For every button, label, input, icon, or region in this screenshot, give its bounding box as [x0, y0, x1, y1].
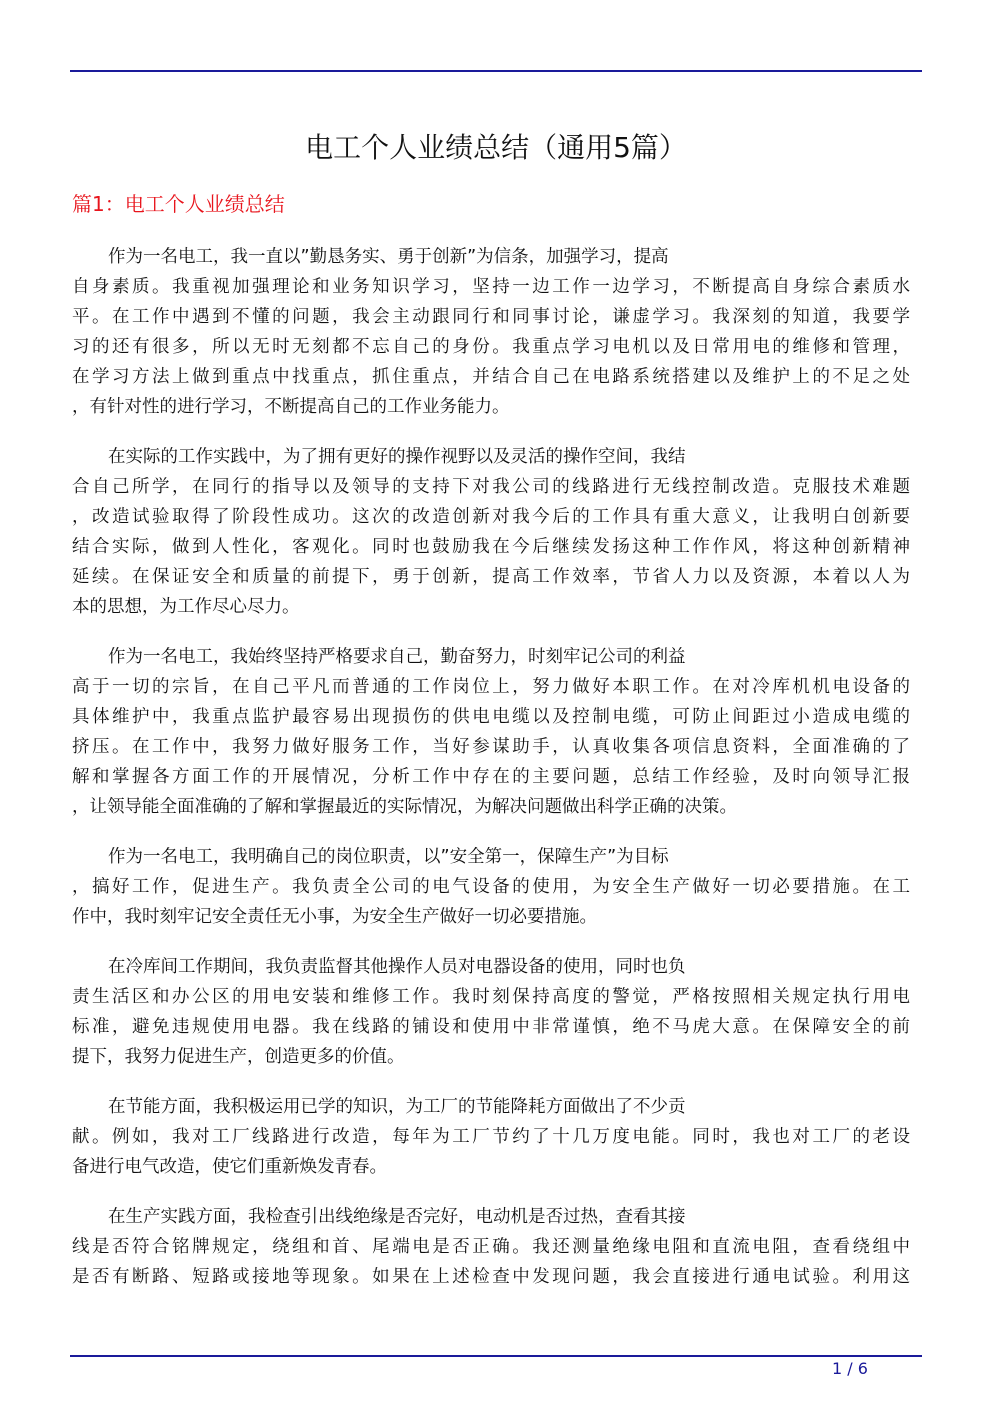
text-line: ，改造试验取得了阶段性成功。这次的改造创新对我今后的工作具有重大意义，让我明白创新要 [72, 507, 910, 527]
text-line: ，搞好工作，促进生产。我负责全公司的电气设备的使用，为安全生产做好一切必要措施。在工 [72, 877, 910, 897]
text-line: ，让领导能全面准确的了解和掌握最近的实际情况，为解决问题做出科学正确的决策。 [72, 797, 737, 817]
text-line: 解和掌握各方面工作的开展情况，分析工作中存在的主要问题，总结工作经验，及时向领导汇报 [72, 767, 910, 787]
text-line: 责生活区和办公区的用电安装和维修工作。我时刻保持高度的警觉，严格按照相关规定执行用电 [72, 987, 910, 1007]
text-line: 习的还有很多，所以无时无刻都不忘自己的身份。我重点学习电机以及日常用电的维修和管理， [72, 337, 910, 357]
text-line: 高于一切的宗旨，在自己平凡而普通的工作岗位上，努力做好本职工作。在对冷库机机电设备的 [72, 677, 910, 697]
text-line: 是否有断路、短路或接地等现象。如果在上述检查中发现问题，我会直接进行通电试验。利用这 [72, 1267, 910, 1287]
text-line: 具体维护中，我重点监护最容易出现损伤的供电电缆以及控制电缆，可防止间距过小造成电缆的 [72, 707, 910, 727]
text-line: 在节能方面，我积极运用已学的知识，为工厂的节能降耗方面做出了不少贡 [108, 1097, 686, 1117]
paragraph [72, 442, 910, 622]
section-heading: 篇1：电工个人业绩总结 [72, 192, 285, 216]
text-line: 在生产实践方面，我检查引出线绝缘是否完好，电动机是否过热，查看其接 [108, 1207, 686, 1227]
text-line: 提下，我努力促进生产，创造更多的价值。 [72, 1047, 405, 1067]
page-number: 1 / 6 [832, 1359, 868, 1378]
text-line: 备进行电气改造，使它们重新焕发青春。 [72, 1157, 387, 1177]
text-line: 结合实际，做到人性化，客观化。同时也鼓励我在今后继续发扬这种工作作风，将这种创新精神 [72, 537, 910, 557]
text-line: 延续。在保证安全和质量的前提下，勇于创新，提高工作效率，节省人力以及资源，本着以人为 [72, 567, 910, 587]
footer-rule [70, 1355, 922, 1357]
text-line: 挤压。在工作中，我努力做好服务工作，当好参谋助手，认真收集各项信息资料，全面准确的了 [72, 737, 910, 757]
document-title: 电工个人业绩总结（通用5篇） [305, 131, 687, 164]
paragraph [72, 242, 910, 422]
document-body [72, 242, 910, 1312]
text-line: 在实际的工作实践中，为了拥有更好的操作视野以及灵活的操作空间，我结 [108, 447, 686, 467]
text-line: 在冷库间工作期间，我负责监督其他操作人员对电器设备的使用，同时也负 [108, 957, 686, 977]
paragraph [72, 1202, 910, 1292]
text-line: 献。例如，我对工厂线路进行改造，每年为工厂节约了十几万度电能。同时，我也对工厂的老设 [72, 1127, 910, 1147]
text-line: 作为一名电工，我始终坚持严格要求自己，勤奋努力，时刻牢记公司的利益 [108, 647, 686, 667]
paragraph [72, 1092, 910, 1182]
text-line: 平。在工作中遇到不懂的问题，我会主动跟同行和同事讨论，谦虚学习。我深刻的知道，我要学 [72, 307, 910, 327]
paragraph [72, 952, 910, 1072]
text-line: 作为一名电工，我明确自己的岗位职责，以”安全第一，保障生产”为目标 [108, 847, 669, 867]
text-line: 合自己所学，在同行的指导以及领导的支持下对我公司的线路进行无线控制改造。克服技术难题 [72, 477, 910, 497]
text-line: 线是否符合铭牌规定，绕组和首、尾端电是否正确。我还测量绝缘电阻和直流电阻，查看绕组中 [72, 1237, 910, 1257]
text-line: 作中，我时刻牢记安全责任无小事，为安全生产做好一切必要措施。 [72, 907, 597, 927]
text-line: 自身素质。我重视加强理论和业务知识学习，坚持一边工作一边学习，不断提高自身综合素质水 [72, 277, 910, 297]
text-line: 在学习方法上做到重点中找重点，抓住重点，并结合自己在电路系统搭建以及维护上的不足之处 [72, 367, 910, 387]
text-line: 标准，避免违规使用电器。我在线路的铺设和使用中非常谨慎，绝不马虎大意。在保障安全的前 [72, 1017, 910, 1037]
text-line: ，有针对性的进行学习，不断提高自己的工作业务能力。 [72, 397, 510, 417]
text-line: 作为一名电工，我一直以”勤恳务实、勇于创新”为信条，加强学习，提高 [108, 247, 669, 267]
paragraph [72, 642, 910, 822]
header-rule [70, 70, 922, 72]
paragraph [72, 842, 910, 932]
text-line: 本的思想，为工作尽心尽力。 [72, 597, 300, 617]
